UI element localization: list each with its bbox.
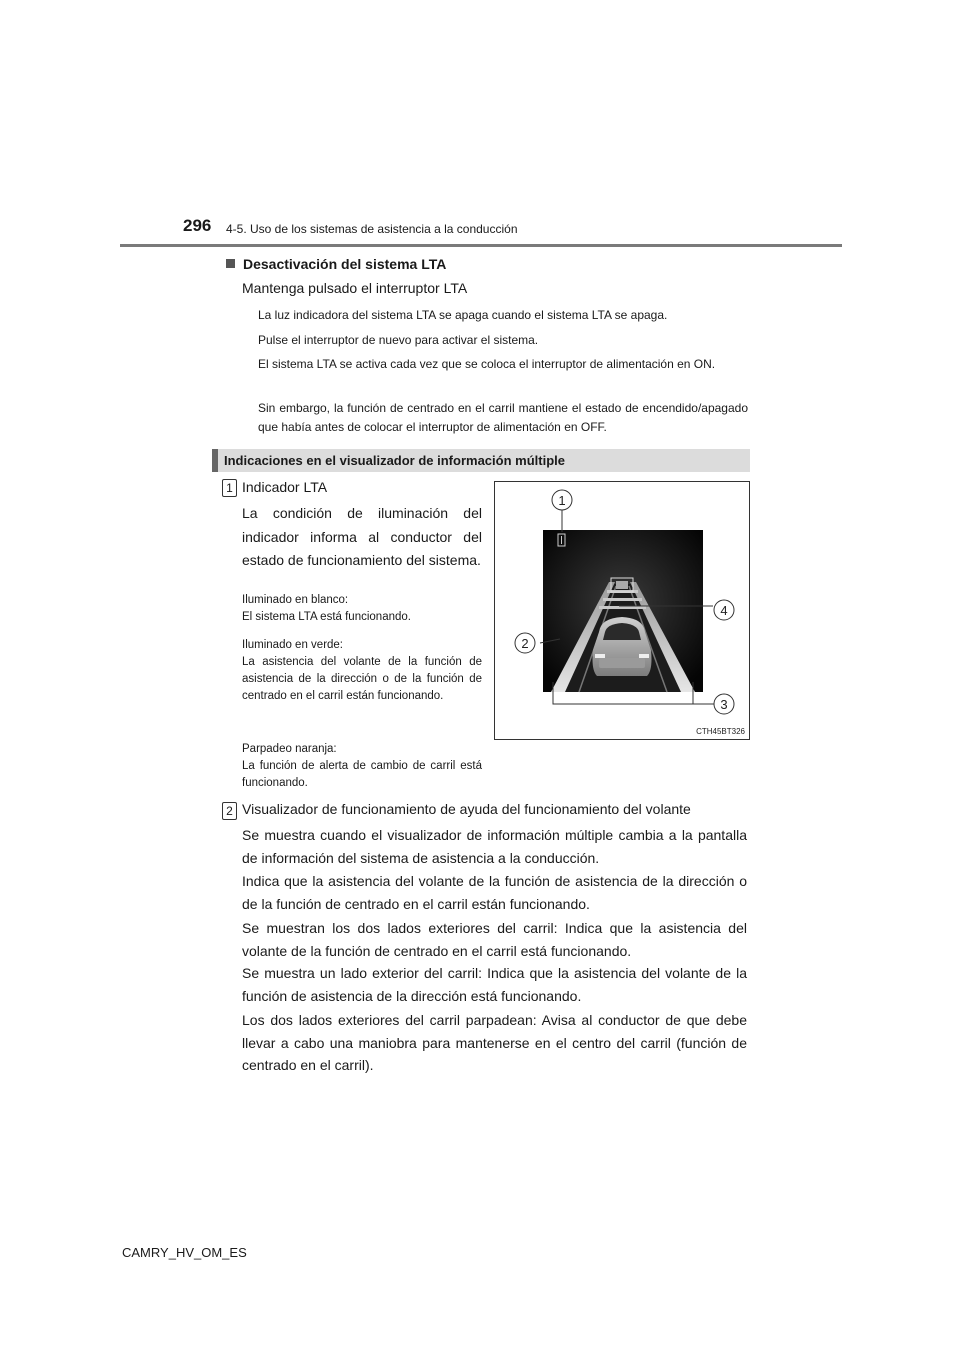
paragraph: Indica que la asistencia del volante de la función de asistencia de la dirección o de la función de centrado en el carril están funcionando. [242,873,747,912]
item-number-badge: 2 [222,802,237,820]
paragraph: Se muestra cuando el visualizador de información múltiple cambia a la pantalla de información del sistema de asistencia a la conducción. [242,827,747,866]
ego-car-icon [593,617,652,676]
state-label: Iluminado en verde: [242,639,344,651]
state-green [242,637,482,705]
section-title-bar [212,449,750,472]
subheading-text: Desactivación del sistema LTA [243,256,447,272]
state-text: El sistema LTA está funcionando. [242,611,411,623]
note-text: El sistema LTA se activa cada vez que se coloca el interruptor de alimentación en ON. [258,357,716,371]
subheading-deactivation [226,256,446,272]
figure-code: CTH45BT326 [696,727,745,736]
footer-doc-code: CAMRY_HV_OM_ES [122,1245,247,1260]
state-text: La asistencia del volante de la función de asistencia de la dirección o de la función de centrado en el carril están funcionando. [242,656,482,702]
header-divider [120,244,842,247]
note-text: Sin embargo, la función de centrado en el carril mantiene el estado de encendido/apagado que había antes de colocar el interruptor de alimentación en OFF. [258,401,748,434]
display-illustration-svg [495,482,749,739]
item-number-badge: 1 [222,479,237,497]
state-text: La función de alerta de cambio de carril está funcionando. [242,760,482,789]
item-title-lta-indicator: Indicador LTA [242,479,328,495]
section-bar-accent [212,449,218,472]
page-number: 296 [183,216,212,235]
distance-bar [603,598,642,601]
paragraph: Se muestra un lado exterior del carril: Indica que la asistencia del volante de la función de asistencia de la dirección está funcionando. [242,965,747,1004]
paragraph: Se muestran los dos lados exteriores del carril: Indica que la asistencia del volante de la función de centrado en el carril está funcionando. [242,920,747,959]
state-white [242,592,482,626]
item-title-steering-assist-display: Visualizador de funcionamiento de ayuda del funcionamiento del volante [242,801,691,817]
callout-label: 4 [720,603,728,618]
square-bullet-icon [226,259,235,268]
item-description: La condición de iluminación del indicador informa al conductor del estado de funcionamiento del sistema. [242,505,482,568]
section-header: 4-5. Uso de los sistemas de asistencia a la conducción [226,222,518,236]
instruction-text: Mantenga pulsado el interruptor LTA [242,280,468,296]
callout-label: 3 [720,697,728,712]
note-text: Pulse el interruptor de nuevo para activar el sistema. [258,333,539,347]
section-title: Indicaciones en el visualizador de información múltiple [224,453,565,468]
callout-label: 2 [521,636,529,651]
note-text: La luz indicadora del sistema LTA se apaga cuando el sistema LTA se apaga. [258,308,668,322]
state-label: Parpadeo naranja: [242,743,337,755]
state-orange [242,741,482,792]
state-label: Iluminado en blanco: [242,594,349,606]
preceding-vehicle-icon [616,581,628,589]
display-illustration [494,481,750,740]
callout-label: 1 [558,493,566,508]
paragraph: Los dos lados exteriores del carril parpadean: Avisa al conductor de que debe llevar a cabo una maniobra para mantenerse en el centro del carril (función de centrado en el carril). [242,1012,747,1073]
